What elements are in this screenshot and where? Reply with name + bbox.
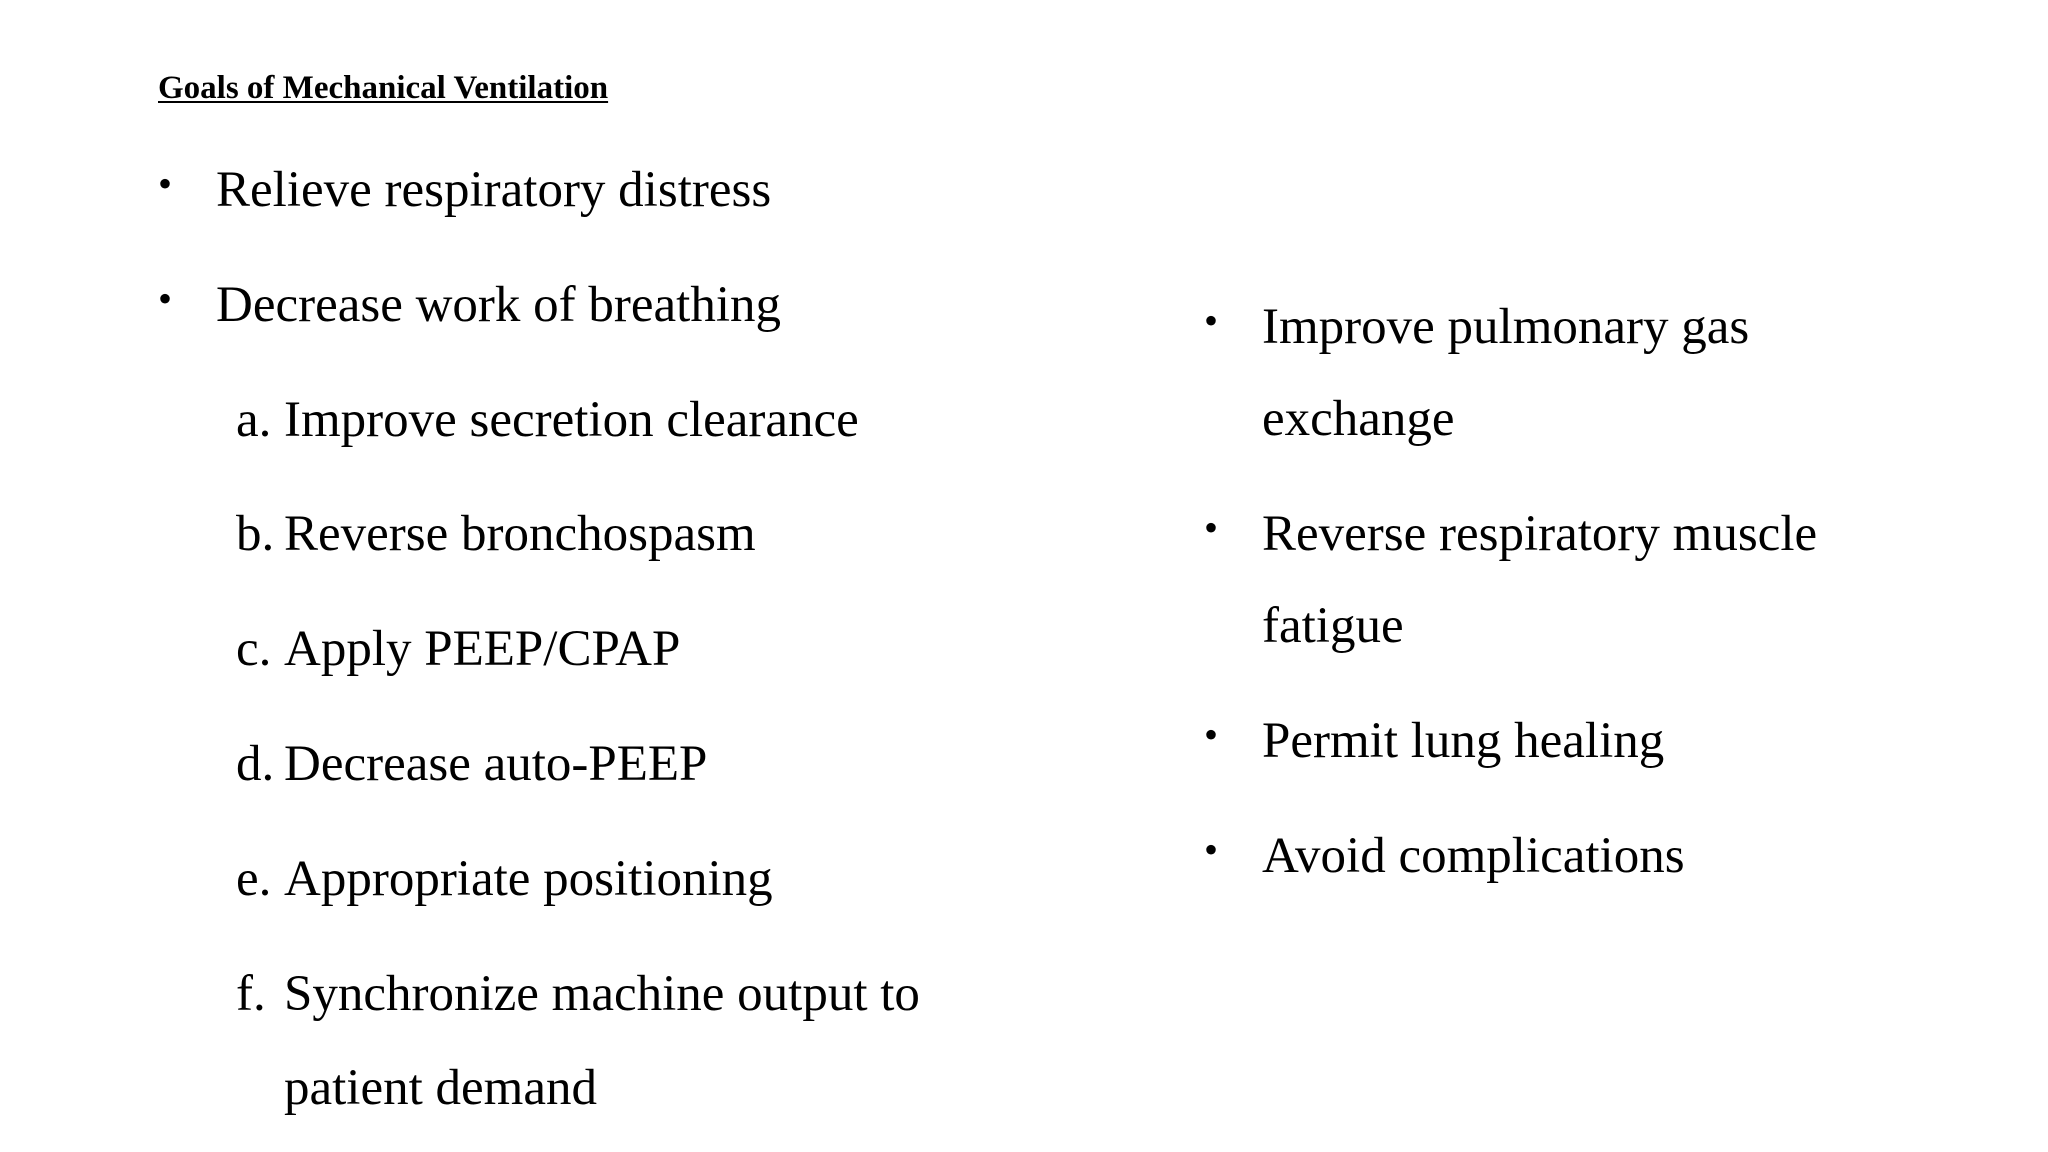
bullet-item-gas-exchange-continuation bbox=[1262, 373, 1455, 465]
bullet-icon: • bbox=[158, 161, 173, 206]
bullet-icon: • bbox=[1204, 505, 1219, 550]
bullet-text: Relieve respiratory distress bbox=[216, 162, 772, 218]
sub-item-d bbox=[236, 718, 708, 810]
bullet-text: exchange bbox=[1262, 391, 1455, 447]
bullet-item-muscle-fatigue bbox=[1204, 488, 1818, 580]
sub-item-text: Synchronize machine output to bbox=[284, 966, 920, 1022]
sub-item-marker: b. bbox=[236, 506, 275, 562]
sub-item-marker: e. bbox=[236, 851, 272, 907]
sub-item-text: Apply PEEP/CPAP bbox=[284, 621, 681, 677]
sub-item-text: Improve secretion clearance bbox=[284, 392, 859, 448]
sub-item-text: Decrease auto-PEEP bbox=[284, 736, 708, 792]
sub-item-marker: c. bbox=[236, 621, 272, 677]
bullet-icon: • bbox=[1204, 827, 1219, 872]
bullet-icon: • bbox=[1204, 712, 1219, 757]
bullet-text: Improve pulmonary gas bbox=[1262, 299, 1750, 355]
sub-item-b bbox=[236, 488, 756, 580]
bullet-item-gas-exchange bbox=[1204, 281, 1750, 373]
bullet-item-lung-healing bbox=[1204, 695, 1665, 787]
sub-item-marker: f. bbox=[236, 966, 266, 1022]
bullet-text: Decrease work of breathing bbox=[216, 277, 781, 333]
bullet-text: Permit lung healing bbox=[1262, 713, 1665, 769]
bullet-text: Reverse respiratory muscle bbox=[1262, 506, 1818, 562]
bullet-item-muscle-fatigue-continuation bbox=[1262, 580, 1404, 672]
sub-item-marker: d. bbox=[236, 736, 275, 792]
bullet-icon: • bbox=[158, 276, 173, 321]
sub-item-a bbox=[236, 374, 859, 466]
sub-item-e bbox=[236, 833, 773, 925]
sub-item-text: Reverse bronchospasm bbox=[284, 506, 756, 562]
sub-item-f bbox=[236, 948, 920, 1040]
bullet-icon: • bbox=[1204, 298, 1219, 343]
sub-item-f-continuation bbox=[284, 1042, 597, 1134]
bullet-item-relieve-distress bbox=[158, 144, 772, 236]
sub-item-text: Appropriate positioning bbox=[284, 851, 773, 907]
sub-item-c bbox=[236, 603, 681, 695]
page-title: Goals of Mechanical Ventilation bbox=[158, 70, 609, 106]
bullet-text: Avoid complications bbox=[1262, 828, 1685, 884]
sub-item-text: patient demand bbox=[284, 1060, 597, 1116]
bullet-text: fatigue bbox=[1262, 598, 1404, 654]
bullet-item-avoid-complications bbox=[1204, 810, 1685, 902]
bullet-item-decrease-wob bbox=[158, 259, 781, 351]
sub-item-marker: a. bbox=[236, 392, 272, 448]
